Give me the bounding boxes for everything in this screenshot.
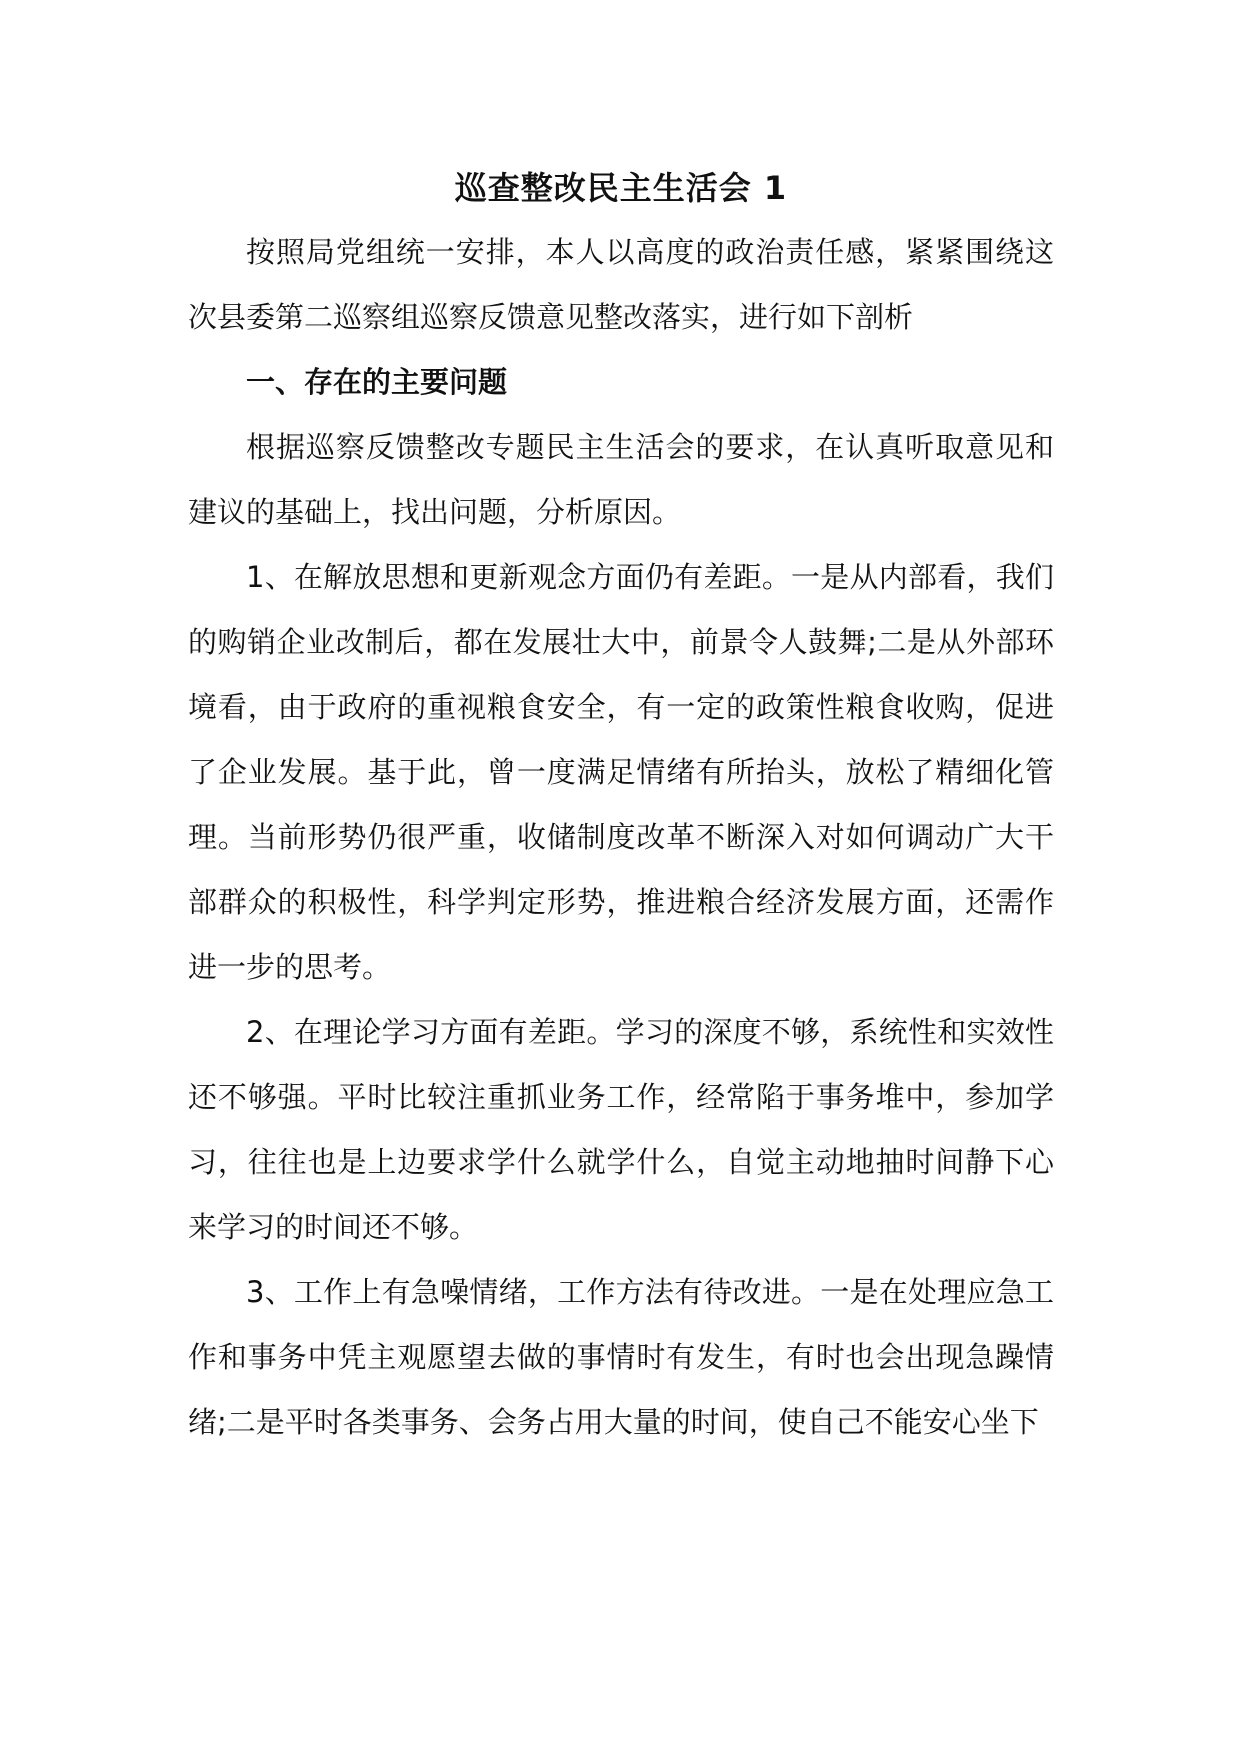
document-title: 巡查整改民主生活会 1 bbox=[454, 169, 788, 207]
section-heading-main-problems: 一、存在的主要问题 bbox=[246, 365, 508, 399]
problem-3-paragraph: 3、工作上有急噪情绪，工作方法有待改进。一是在处理应急工作和事务中凭主观愿望去做的事情时有发生，有时也会出现急躁情绪;二是平时各类事务、会务占用大量的时间，使自己不能安心坐下 bbox=[188, 1275, 1054, 1439]
intro-paragraph: 按照局党组统一安排，本人以高度的政治责任感，紧紧围绕这次县委第二巡察组巡察反馈意见整改落实，进行如下剖析 bbox=[188, 235, 1054, 334]
problem-2-paragraph: 2、在理论学习方面有差距。学习的深度不够，系统性和实效性还不够强。平时比较注重抓业务工作，经常陷于事务堆中，参加学习，往往也是上边要求学什么就学什么，自觉主动地抽时间静下心来学习的时间还不够。 bbox=[188, 1015, 1054, 1244]
section-intro-paragraph: 根据巡察反馈整改专题民主生活会的要求，在认真听取意见和建议的基础上，找出问题，分析原因。 bbox=[188, 430, 1054, 529]
problem-1-paragraph: 1、在解放思想和更新观念方面仍有差距。一是从内部看，我们的购销企业改制后，都在发展壮大中，前景令人鼓舞;二是从外部环境看，由于政府的重视粮食安全，有一定的政策性粮食收购，促进了企业发展。基于此，曾一度满足情绪有所抬头，放松了精细化管理。当前形势仍很严重，收储制度改革不断深入对如何调动广大干部群众的积极性，科学判定形势，推进粮合经济发展方面，还需作进一步的思考。 bbox=[188, 560, 1054, 984]
document-body bbox=[188, 168, 1054, 1455]
